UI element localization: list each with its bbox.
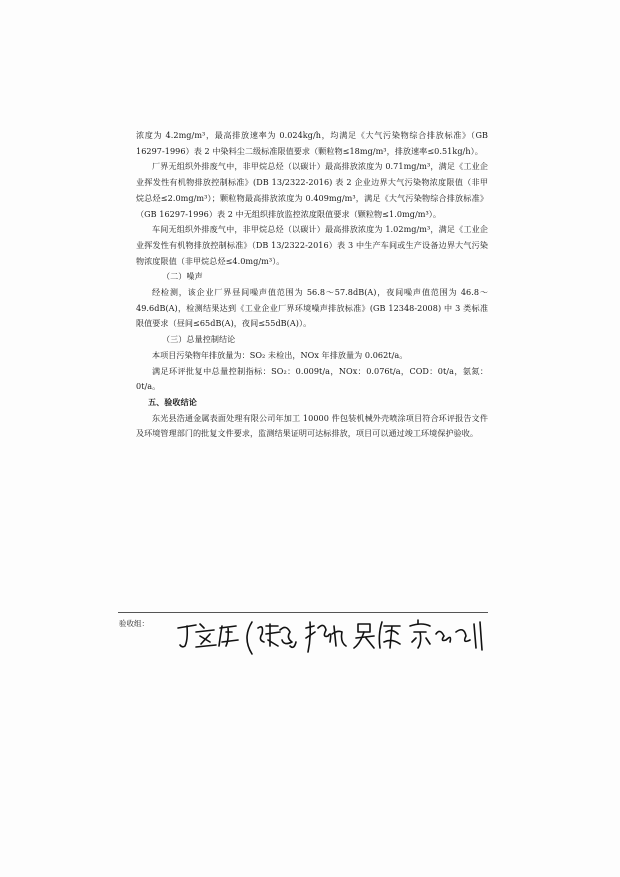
section-heading-total-control: （三）总量控制结论 (162, 334, 236, 345)
signature-label: 验收组： (119, 619, 149, 628)
section-heading-conclusion: 五、验收结论 (148, 396, 197, 407)
signature-4 (354, 622, 400, 648)
paragraph-workshop-gas: 车间无组织外排废气中，非甲烷总烃（以碳计）最高排放浓度为 1.02mg/m³，满足《工业企业挥发性有机物排放控制标准》（DB 13/2322-2016）表 3 中生产车间或生产设备边界大气污染物浓度限值（非甲烷总烃≤4.0mg/m³）。 (136, 224, 488, 266)
handwritten-signatures (174, 612, 494, 664)
paragraph-noise: 经检测，该企业厂界昼间噪声值范围为 56.8～57.8dB(A)，夜间噪声值范围为 46.8～49.6dB(A)，检测结果达到《工业企业厂界环境噪声排放标准》(GB 12348-2008) 中 3 类标准限值要求（昼间≤65dB(A)，夜间≤55dB(A)）。 (136, 287, 488, 329)
section-heading-noise: （二）噪声 (162, 271, 203, 282)
signature-3 (306, 622, 346, 652)
paragraph-conclusion: 东光县浩通金属表面处理有限公司年加工 10000 件包装机械外壳喷涂项目符合环评报告文件及环境管理部门的批复文件要求，监测结果证明可达标排放，项目可以通过竣工环境保护验收。 (136, 412, 488, 439)
signature-5 (410, 620, 482, 650)
paragraph-emission-rate: 浓度为 4.2mg/m³，最高排放速率为 0.024kg/h，均满足《大气污染物综合排放标准》（GB 16297-1996）表 2 中染料尘二级标准限值要求（颗粒物≤18mg/m³，排放速率≤0.51kg/h）。 (136, 130, 488, 156)
paragraph-annual-emission: 本项目污染物年排放量为：SO₂ 未检出，NOx 年排放量为 0.062t/a。 (152, 349, 408, 360)
signature-2 (247, 622, 296, 654)
document-body (136, 128, 488, 442)
paragraph-control-indicators: 满足环评批复中总量控制指标：SO₂：0.009t/a，NOx：0.076t/a，COD：0t/a，氨氮：0t/a。 (136, 365, 489, 392)
paragraph-boundary-gas: 厂界无组织外排废气中，非甲烷总烃（以碳计）最高排放浓度为 0.71mg/m³，满足《工业企业挥发性有机物排放控制标准》(DB 13/2322-2016) 表 2 企业边界大气污染物浓度限值（非甲烷总烃≤2.0mg/m³）；颗粒物最高排放浓度为 0.409mg/m³，满足《大气污染物综合排放标准》（GB 16297-1996）表 2 中无组织排放监控浓度限值要求（颗粒物≤1.0mg/m³）。 (136, 161, 488, 219)
signature-1 (178, 624, 238, 647)
